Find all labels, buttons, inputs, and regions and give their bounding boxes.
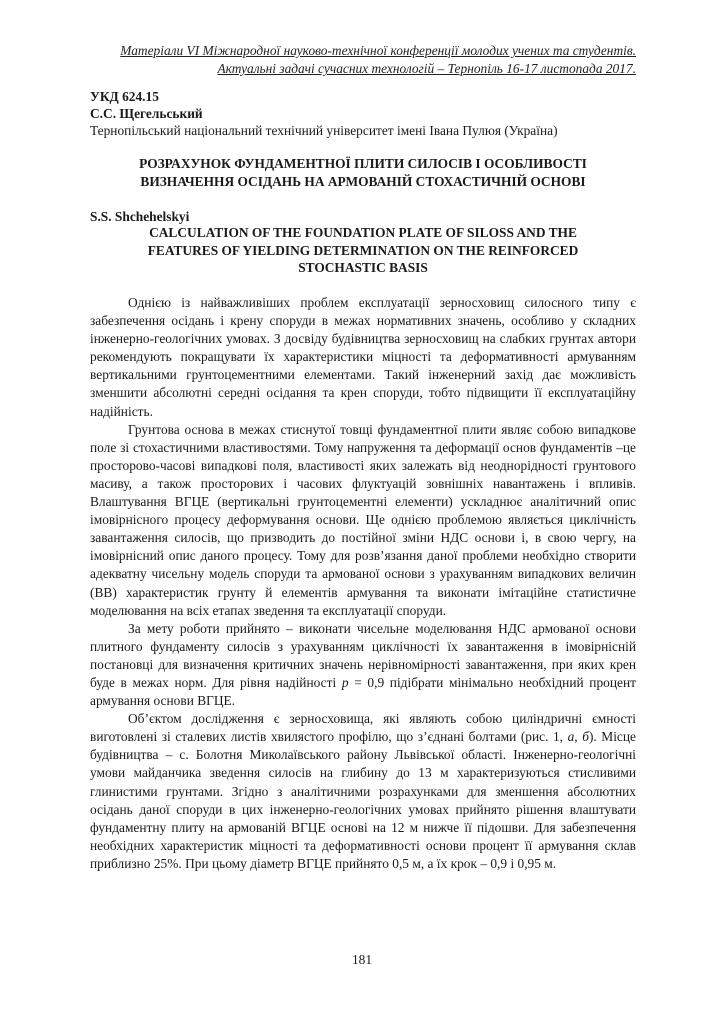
- udc-code: УКД 624.15: [90, 89, 159, 104]
- affiliation: Тернопільський національний технічний університет імені Івана Пулюя (Україна): [90, 123, 558, 138]
- paragraph-2: Грунтова основа в межах стиснутої товщі фундаментної плити являє собою випадкове поле зі стохастичними властивостями. Тому напруження та деформації основ фундаментів –це просторово-часові випадкові поля, властивості яких залежать від неоднорідності грунтового масиву, а також просторових і часових флуктуацій зовнішніх навантажень і впливів. Влаштування ВГЦЕ (вертикальні грунтоцементні елементи) ускладнює аналітичний опис імовірнісного процесу деформування основи. Ще однією проблемою являється циклічність завантаження силосів, що призводить до постійної зміни НДС основи і, в свою чергу, на імовірнісний опис даного процесу. Тому для розв’язання даної проблеми необхідно створити адекватну чисельну модель споруди та армованої основи з урахуванням випадкових величин (ВВ) характеристик грунту й елементів армування та виконати імітаційне статистичне моделювання на всіх етапах зведення та експлуатації споруди.: [90, 421, 636, 618]
- reliability-variable: p: [341, 674, 349, 690]
- title-english-line-2: FEATURES OF YIELDING DETERMINATION ON THE REINFORCED: [147, 242, 579, 258]
- running-header-line-2: Актуальні задачі сучасних технологій – Тернопіль 16-17 листопада 2017.: [217, 61, 636, 76]
- title-english-line-1: CALCULATION OF THE FOUNDATION PLATE OF SILOSS AND THE: [149, 225, 577, 240]
- author-english: S.S. Shchehelskyi: [90, 209, 190, 224]
- paragraph-4-part-b: ). Місце будівництва – с. Болотня Миколаївського району Львівської області. Інженерно-геологічні умови майданчика зведення силосів на глибину до 13 м характеризуються стисливими глинистими грунтами. Згідно з аналітичними розрахунками для зменшення абсолютних осідань даної споруди в цих інженерно-геологічних умовах прийнято рішення влаштувати фундаментну плиту на армованій ВГЦЕ основі на 12 м нижче її підошви. Для забезпечення необхідних характеристик міцності та деформативності основи процент її армування склав приблизно 25%. При цьому діаметр ВГЦЕ прийнято 0,5 м, а їх крок – 0,9 і 0,95 м.: [90, 729, 636, 871]
- title-english-line-3: STOCHASTIC BASIS: [298, 260, 428, 275]
- figure-ref-separator: ,: [574, 729, 583, 745]
- paragraph-1: Однією із найважливіших проблем експлуатації зерносховищ силосного типу є забезпечення осідань і крену споруди в межах нормативних значень, особливо у складних інженерно-геологічних умовах. З досвіду будівництва зерносховищ на слабких грунтах автори рекомендують покращувати їх характеристики міцності та деформативності армуванням вертикальними грунтоцементними елементами. Такий інженерний захід дає можливість зменшити абсолютні середні осідання та крен споруди, тобто підвищити її експлуатаційну надійність.: [90, 295, 636, 419]
- paragraph-4: [90, 710, 636, 873]
- page-number: 181: [351, 952, 373, 967]
- title-ukrainian: [90, 155, 636, 191]
- paragraph-4-part-a: Об’єктом дослідження є зерносховища, які являють собою циліндричні ємності виготовлені зі сталевих листів хвилястого профілю, що з’єднані болтами (рис. 1,: [90, 711, 636, 745]
- running-header: [56, 42, 636, 78]
- paragraph-3: [90, 620, 636, 710]
- body-text: [90, 294, 636, 873]
- title-ukrainian-line-2: ВИЗНАЧЕННЯ ОСІДАНЬ НА АРМОВАНІЙ СТОХАСТИЧНІЙ ОСНОВІ: [140, 174, 586, 189]
- title-english: [90, 224, 636, 277]
- figure-ref-b: б: [582, 729, 589, 745]
- running-header-line-1: Матеріали VI Міжнародної науково-технічної конференції молодих учених та студентів.: [120, 43, 636, 58]
- title-ukrainian-line-1: РОЗРАХУНОК ФУНДАМЕНТНОЇ ПЛИТИ СИЛОСІВ І ОСОБЛИВОСТІ: [139, 156, 587, 171]
- author-ukrainian: С.С. Щегельський: [90, 106, 203, 121]
- paragraph-3-part-a: За мету роботи прийнято – виконати чисельне моделювання НДС армованої основи плитного фундаменту силосів з урахуванням циклічності їх завантаження в імовірнісній постановці для визначення критичних значень нерівномірності завантаження, при яких крен буде в межах норм. Для рівня надійності: [90, 620, 636, 690]
- paragraph-3-part-b: = 0,9 підібрати мінімально необхідний процент армування основи ВГЦЕ.: [90, 674, 636, 709]
- figure-ref-a: а: [567, 729, 575, 745]
